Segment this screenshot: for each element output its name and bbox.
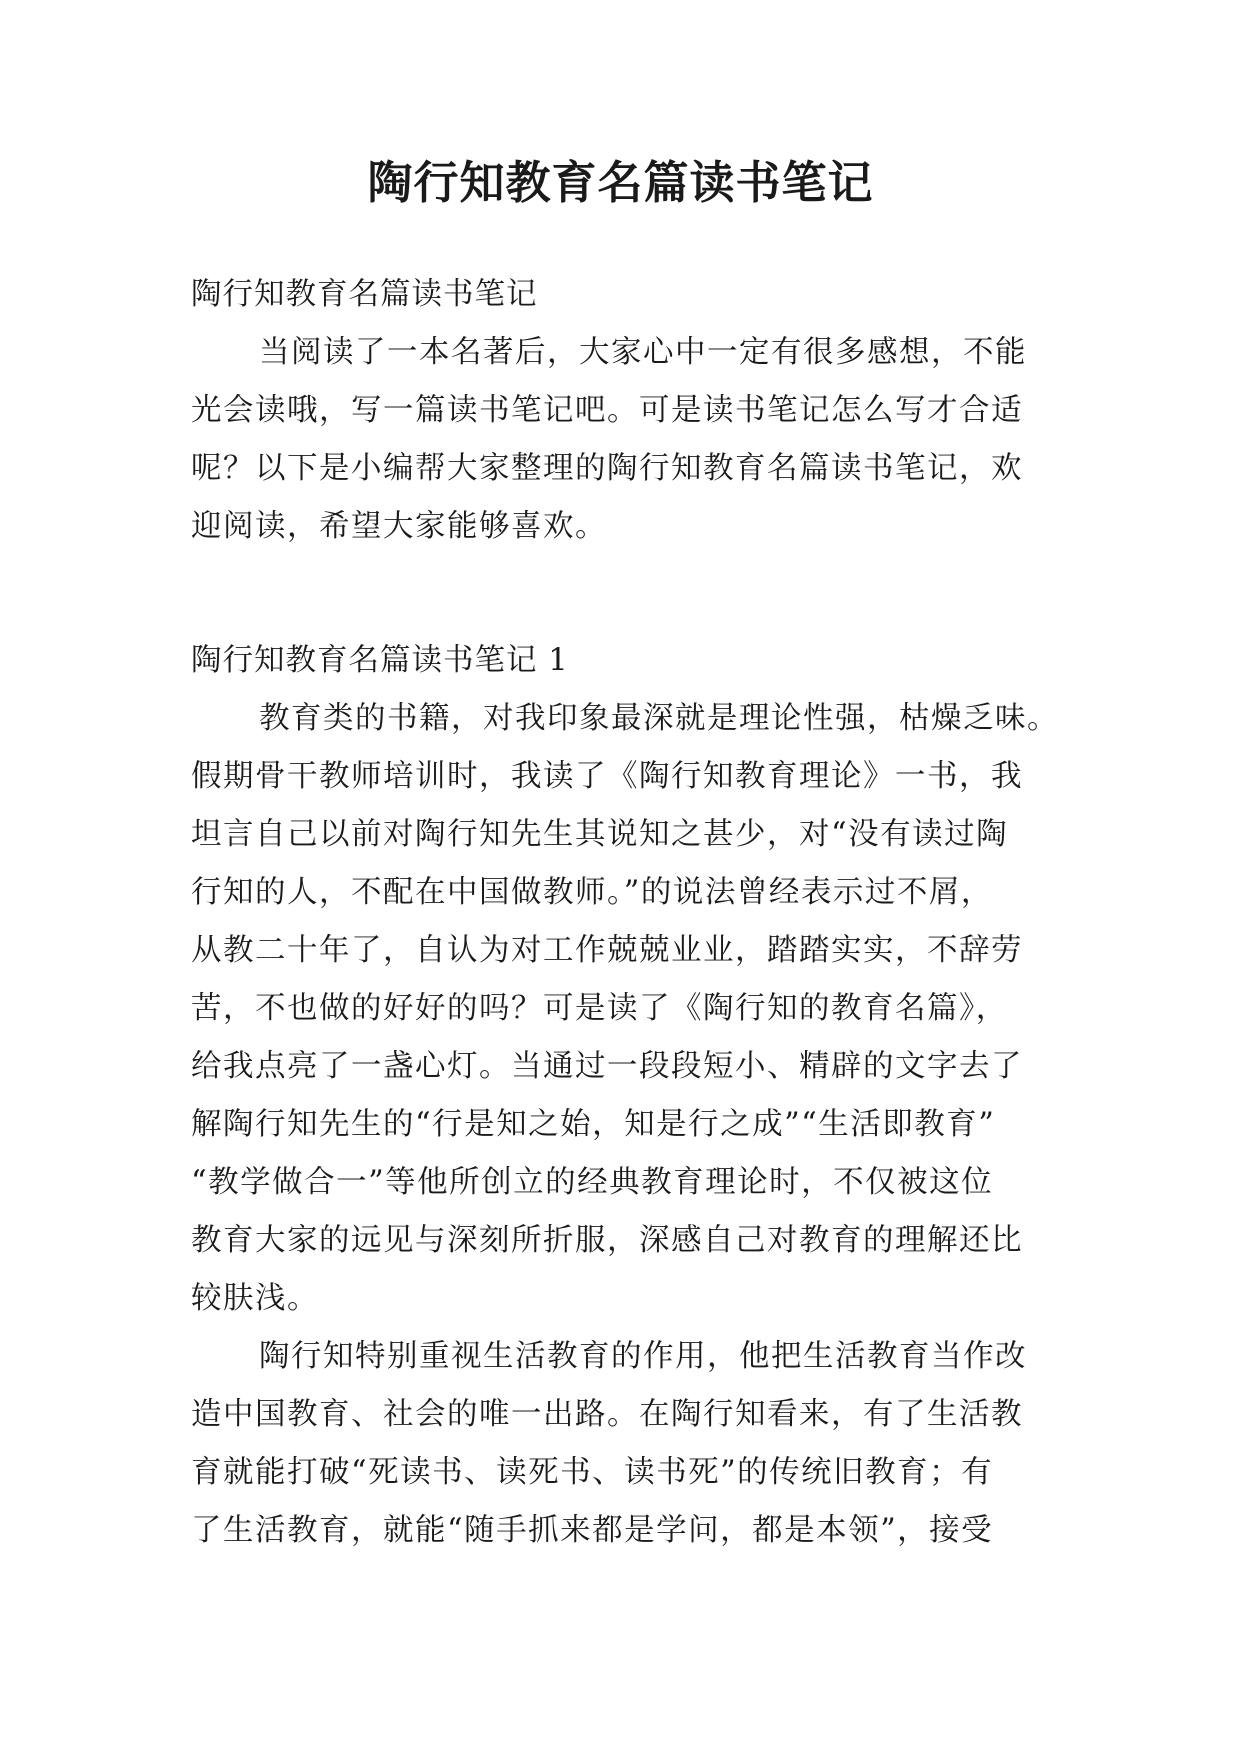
paragraph-2-line: 造中国教育、社会的唯一出路。在陶行知看来，有了生活教 (191, 1397, 1023, 1432)
paragraph-1-line: 坦言自己以前对陶行知先生其说知之甚少，对“没有读过陶 (191, 817, 1009, 852)
section-1-heading: 陶行知教育名篇读书笔记 1 (191, 643, 569, 678)
paragraph-2-line: 陶行知特别重视生活教育的作用，他把生活教育当作改 (259, 1339, 1027, 1374)
intro-line-1: 当阅读了一本名著后，大家心中一定有很多感想，不能 (259, 335, 1027, 370)
paragraph-1-line: 假期骨干教师培训时，我读了《陶行知教育理论》一书，我 (191, 759, 1023, 794)
paragraph-1-line: 较肤浅。 (191, 1281, 319, 1316)
paragraph-2-line: 了生活教育，就能“随手抓来都是学问，都是本领”，接受 (191, 1513, 994, 1548)
paragraph-1-line: 教育类的书籍，对我印象最深就是理论性强，枯燥乏味。 (259, 701, 1059, 736)
paragraph-2-line: 育就能打破“死读书、读死书、读书死”的传统旧教育；有 (191, 1455, 994, 1490)
paragraph-1-line: 苦，不也做的好好的吗？可是读了《陶行知的教育名篇》， (191, 991, 1008, 1026)
document-title: 陶行知教育名篇读书笔记 (367, 156, 874, 209)
paragraph-1-line: 给我点亮了一盏心灯。当通过一段段短小、精辟的文字去了 (191, 1049, 1023, 1084)
paragraph-1-line: “教学做合一”等他所创立的经典教育理论时，不仅被这位 (191, 1165, 994, 1200)
paragraph-1-line: 解陶行知先生的“行是知之始，知是行之成”“生活即教育” (191, 1107, 996, 1142)
intro-line-4: 迎阅读，希望大家能够喜欢。 (191, 509, 607, 544)
paragraph-1-line: 从教二十年了，自认为对工作兢兢业业，踏踏实实，不辞劳 (191, 933, 1023, 968)
intro-heading: 陶行知教育名篇读书笔记 (191, 277, 538, 312)
intro-line-2: 光会读哦，写一篇读书笔记吧。可是读书笔记怎么写才合适 (191, 393, 1023, 428)
paragraph-1-line: 行知的人，不配在中国做教师。”的说法曾经表示过不屑， (191, 875, 993, 910)
section-1 (191, 632, 1059, 1560)
intro-line-3: 呢？以下是小编帮大家整理的陶行知教育名篇读书笔记，欢 (191, 451, 1023, 486)
paragraph-1-line: 教育大家的远见与深刻所折服，深感自己对教育的理解还比 (191, 1223, 1023, 1258)
intro-section (191, 266, 1051, 556)
